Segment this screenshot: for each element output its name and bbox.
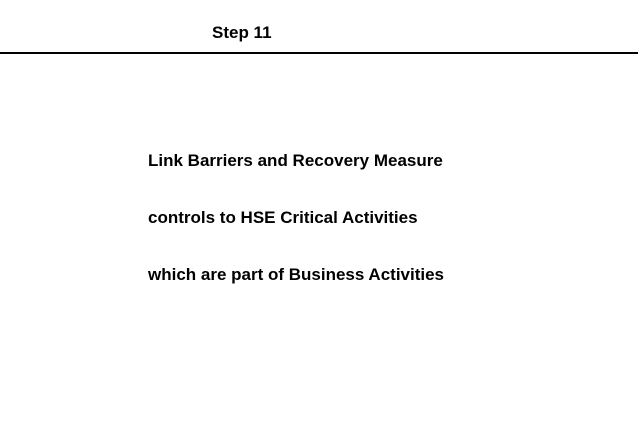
- title-divider: [0, 52, 638, 54]
- body-line-1: Link Barriers and Recovery Measure: [148, 151, 443, 170]
- slide-body: [148, 150, 444, 321]
- body-line-3: which are part of Business Activities: [148, 265, 445, 284]
- slide-title: Step 11: [212, 23, 272, 42]
- body-line-2: controls to HSE Critical Activities: [148, 208, 418, 227]
